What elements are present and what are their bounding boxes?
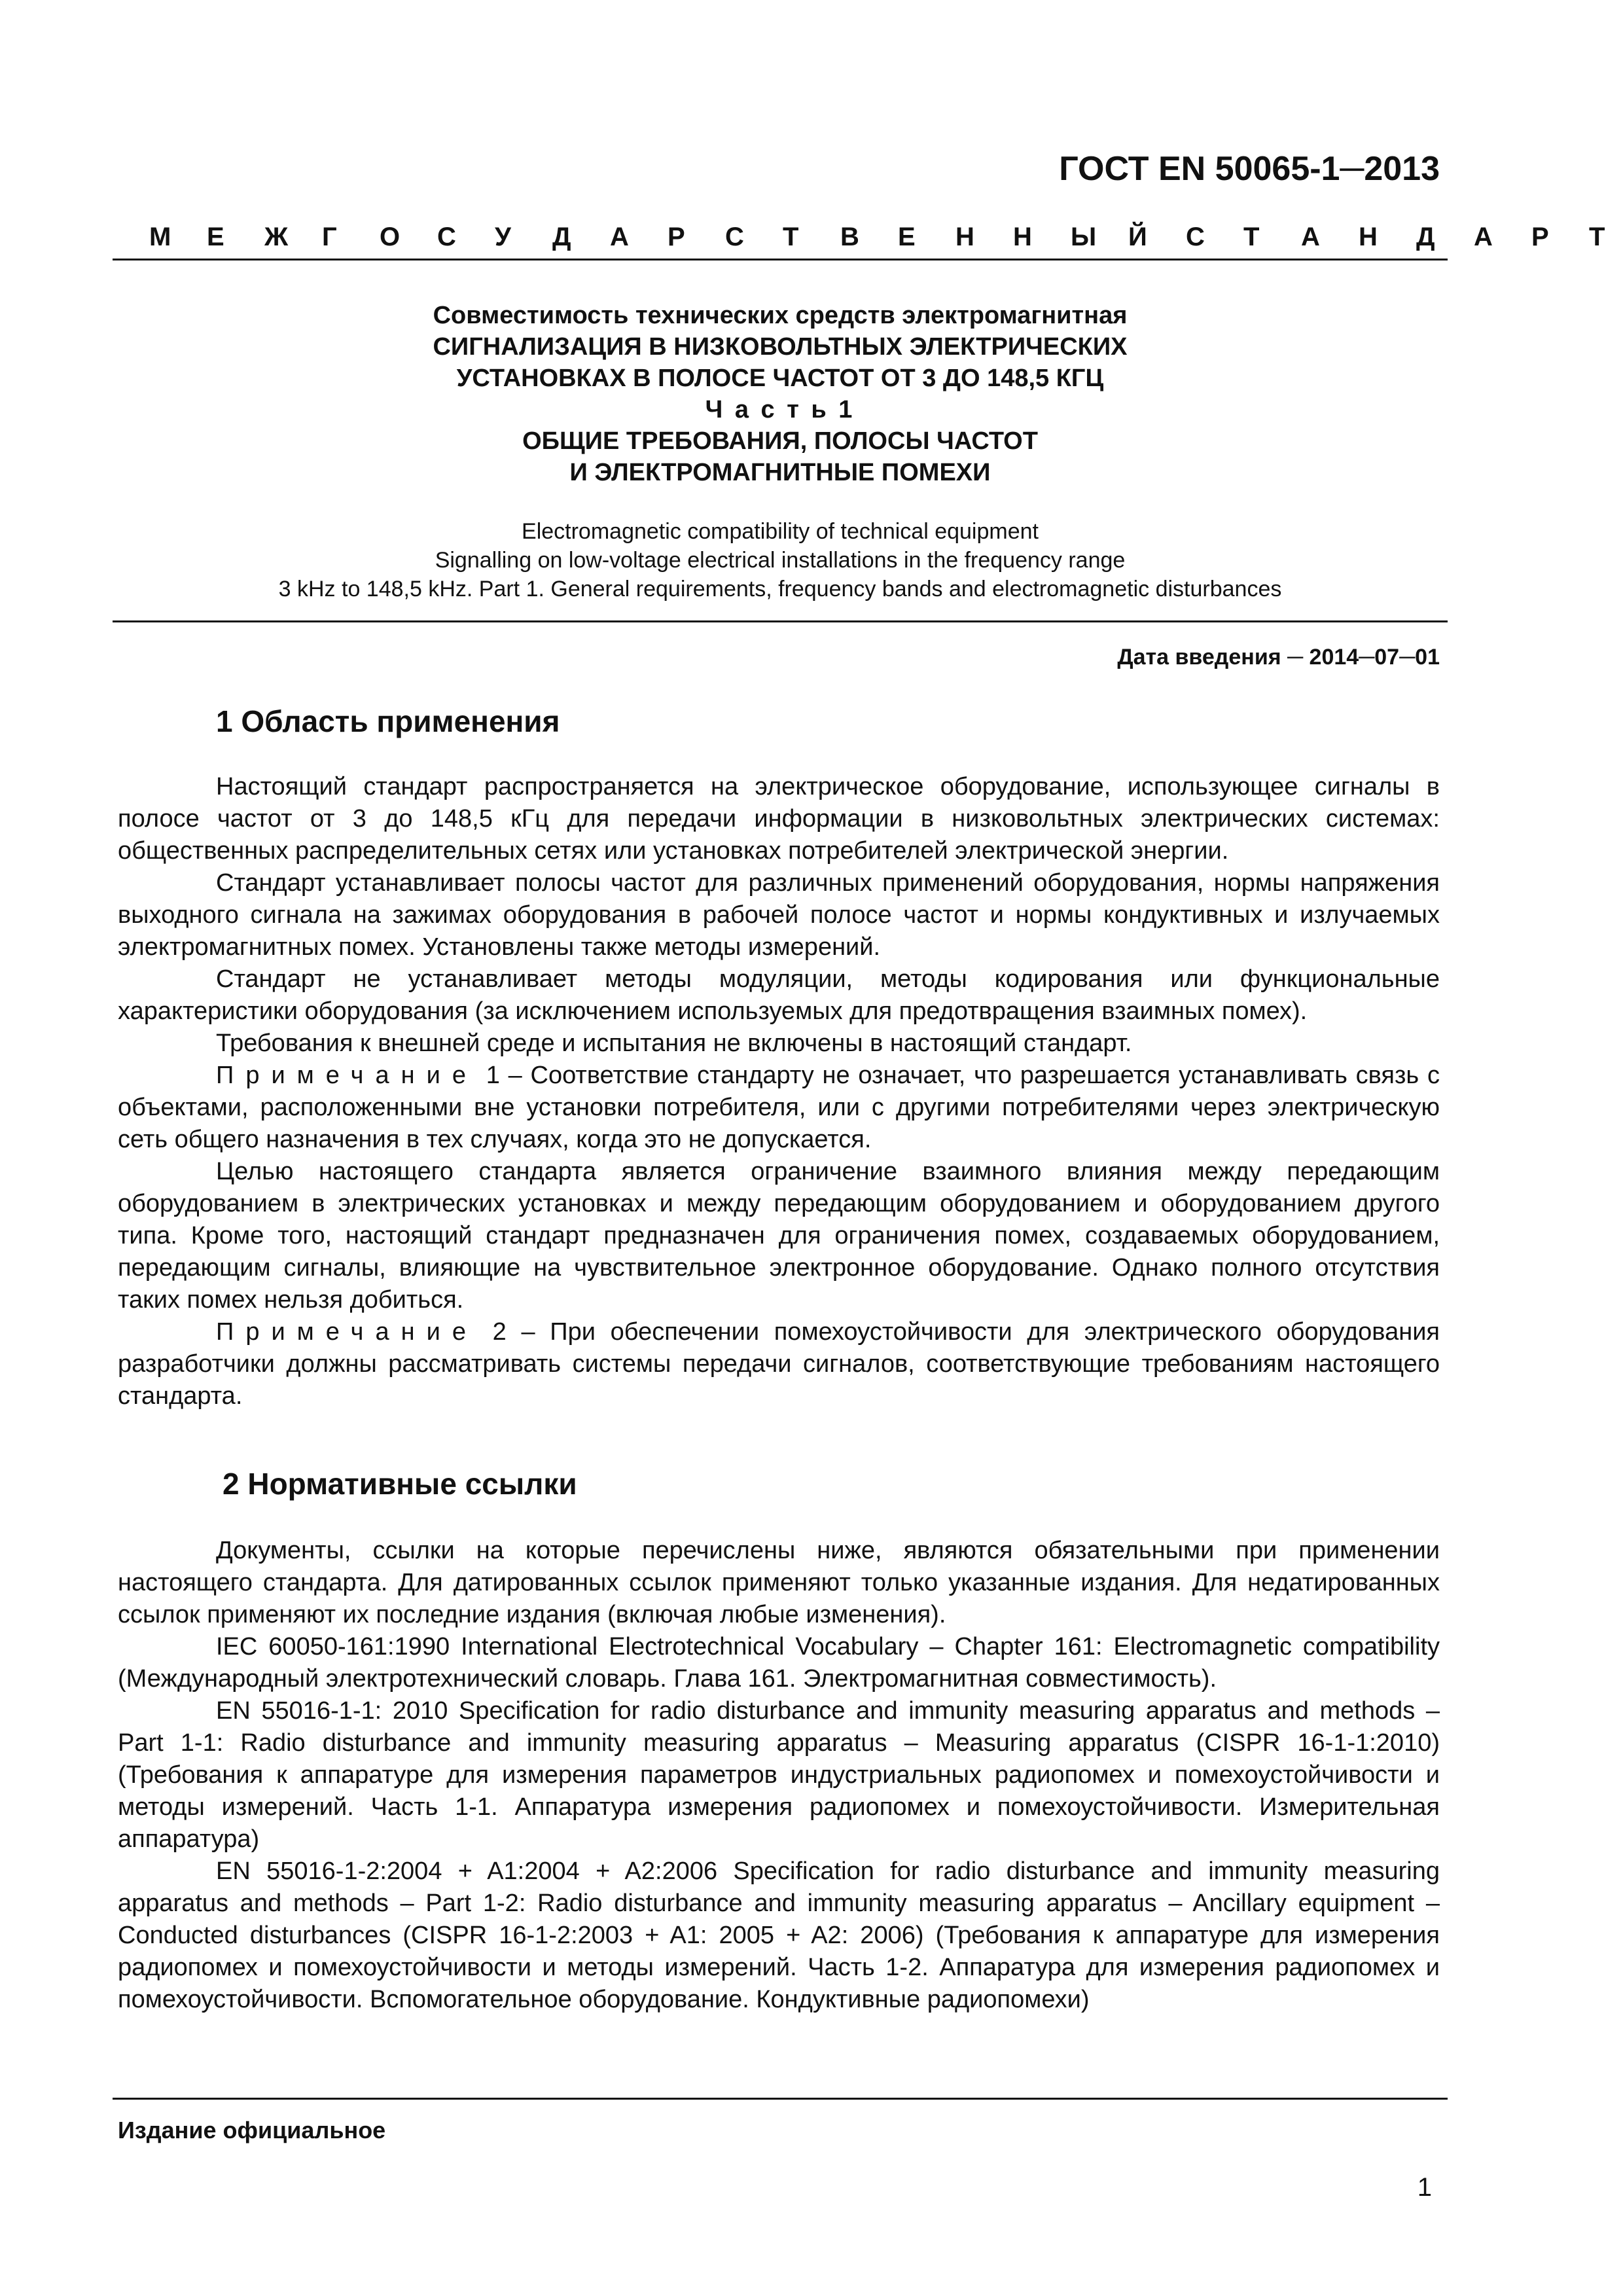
title-ru	[113, 300, 1448, 488]
note-text: 1 – Соответствие стандарту не означает, что разрешается устанавливать связь с объектами, расположенными вне установки потребителя, или с другими потребителями через электрическую сеть общего назначения в тех случаях, когда это не допускается.	[118, 1062, 1440, 1153]
banner-letter: Р	[1531, 223, 1549, 251]
title-en-line: Signalling on low-voltage electrical installations in the frequency range	[435, 548, 1126, 573]
banner-letter: А	[1301, 223, 1320, 251]
banner-letter: Ы	[1071, 223, 1097, 251]
title-en-line: Electromagnetic compatibility of technical equipment	[522, 519, 1039, 544]
banner-letter: Н	[1359, 223, 1378, 251]
banner-letter: Д	[1416, 223, 1435, 251]
title-rule	[113, 620, 1448, 622]
note-2	[118, 1316, 1440, 1412]
title-ru-line: Ч а с т ь 1	[705, 396, 855, 423]
reference-entry: EN 55016-1-1: 2010 Specification for radio disturbance and immunity measuring apparatus and methods – Part 1-1: Radio disturbance and immunity measuring apparatus – Measuring apparatus (CISPR 16-1-1:2010) (Требования к аппаратуре для измерения параметров индустриальных радиопомех и помехоустойчивости и методы измерений. Часть 1-1. Аппаратура измерения радиопомех и помехоустойчивости. Измерительная аппаратура)	[118, 1697, 1440, 1853]
banner-letter: Е	[207, 223, 224, 251]
standard-code: ГОСТ EN 50065-1─2013	[1059, 150, 1440, 188]
top-rule	[113, 259, 1448, 260]
page-number: 1	[1417, 2173, 1432, 2202]
banner-letter: Т	[1589, 223, 1605, 251]
title-en-line: 3 kHz to 148,5 kHz. Part 1. General requirements, frequency bands and electromagnetic disturbances	[278, 577, 1282, 601]
section-1-heading: 1 Область применения	[216, 704, 560, 738]
title-ru-line: ОБЩИЕ ТРЕБОВАНИЯ, ПОЛОСЫ ЧАСТОТ	[522, 427, 1038, 455]
banner-letter: А	[610, 223, 629, 251]
paragraph: Документы, ссылки на которые перечислены ниже, являются обязательными при применении настоящего стандарта. Для датированных ссылок применяют только указанные издания. Для недатированных ссылок применяют их последние издания (включая любые изменения).	[118, 1537, 1440, 1628]
paragraph: Требования к внешней среде и испытания не включены в настоящий стандарт.	[216, 1030, 1132, 1057]
banner-letter: Й	[1128, 223, 1147, 251]
banner-letter: Р	[668, 223, 685, 251]
section-1-body	[118, 771, 1440, 1412]
paragraph: Настоящий стандарт распространяется на электрическое оборудование, использующее сигналы в полосе частот от 3 до 148,5 кГц для передачи информации в низковольтных электрических системах: общественных распределительных сетях или установках потребителей электрической энергии.	[118, 773, 1440, 865]
note-1	[118, 1060, 1440, 1156]
paragraph: Стандарт устанавливает полосы частот для различных применений оборудования, нормы напряжения выходного сигнала на зажимах оборудования в рабочей полосе частот и нормы кондуктивных и излучаемых электромагнитных помех. Установлены также методы измерений.	[118, 869, 1440, 961]
note-text: 2 – При обеспечении помехоустойчивости для электрического оборудования разработчики должны рассматривать системы передачи сигналов, соответствующие требованиям настоящего стандарта.	[118, 1318, 1440, 1410]
note-label: Примечание	[216, 1318, 478, 1346]
banner-letter: Ж	[264, 223, 289, 251]
banner-letter: Е	[898, 223, 916, 251]
banner-word-1	[149, 223, 1186, 252]
banner-letter: Д	[552, 223, 571, 251]
banner-letter: С	[725, 223, 744, 251]
title-ru-line: Совместимость технических средств электромагнитная	[433, 302, 1128, 329]
reference-entry: IEC 60050-161:1990 International Electrotechnical Vocabulary – Chapter 161: Electromagnetic compatibility (Международный электротехнический словарь. Глава 161. Электромагнитная совместимость).	[118, 1633, 1440, 1693]
banner-letter: С	[1186, 223, 1205, 251]
reference-entry: EN 55016-1-2:2004 + A1:2004 + A2:2006 Specification for radio disturbance and immunity measuring apparatus and methods – Part 1-2: Radio disturbance and immunity measuring apparatus – Ancillary equipment – Conducted disturbances (CISPR 16-1-2:2003 + A1: 2005 + A2: 2006) (Требования к аппаратуре для измерения радиопомех и помехоустойчивости и методы измерений. Часть 1-2. Аппаратура для измерения радиопомех и помехоустойчивости. Вспомогательное оборудование. Кондуктивные радиопомехи)	[118, 1857, 1440, 2013]
section-2-heading: 2 Нормативные ссылки	[223, 1467, 577, 1501]
banner-letter: Н	[1013, 223, 1032, 251]
banner-letter: М	[149, 223, 171, 251]
banner-letter: О	[380, 223, 401, 251]
interstate-standard-banner	[149, 223, 1605, 252]
section-2-body	[118, 1535, 1440, 2016]
banner-letter: Т	[783, 223, 799, 251]
banner-word-2	[1186, 223, 1623, 252]
paragraph: Целью настоящего стандарта является ограничение взаимного влияния между передающим оборудованием в электрических установках и между передающим оборудованием и оборудованием другого типа. Кроме того, настоящий стандарт предназначен для ограничения помех, создаваемых оборудованием, передающим сигналы, влияющие на чувствительное электронное оборудование. Однако полного отсутствия таких помех нельзя добиться.	[118, 1158, 1440, 1314]
title-ru-line: И ЭЛЕКТРОМАГНИТНЫЕ ПОМЕХИ	[569, 459, 991, 486]
banner-letter: Г	[322, 223, 337, 251]
banner-letter: В	[840, 223, 859, 251]
banner-letter: А	[1474, 223, 1493, 251]
paragraph: Стандарт не устанавливает методы модуляции, методы кодирования или функциональные характеристики оборудования (за исключением используемых для предотвращения взаимных помех).	[118, 965, 1440, 1025]
banner-letter: С	[437, 223, 456, 251]
title-ru-line: УСТАНОВКАХ В ПОЛОСЕ ЧАСТОТ ОТ 3 ДО 148,5 КГЦ	[456, 365, 1104, 392]
footer-rule	[113, 2098, 1448, 2100]
note-label: Примечание	[216, 1062, 478, 1089]
introduction-date: Дата введения ─ 2014─07─01	[1117, 645, 1440, 670]
banner-letter: У	[495, 223, 511, 251]
title-ru-line: СИГНАЛИЗАЦИЯ В НИЗКОВОЛЬТНЫХ ЭЛЕКТРИЧЕСКИХ	[433, 333, 1128, 361]
banner-letter: Н	[955, 223, 974, 251]
title-en	[113, 517, 1448, 603]
official-edition-label: Издание официальное	[118, 2117, 386, 2144]
banner-letter: Т	[1243, 223, 1260, 251]
